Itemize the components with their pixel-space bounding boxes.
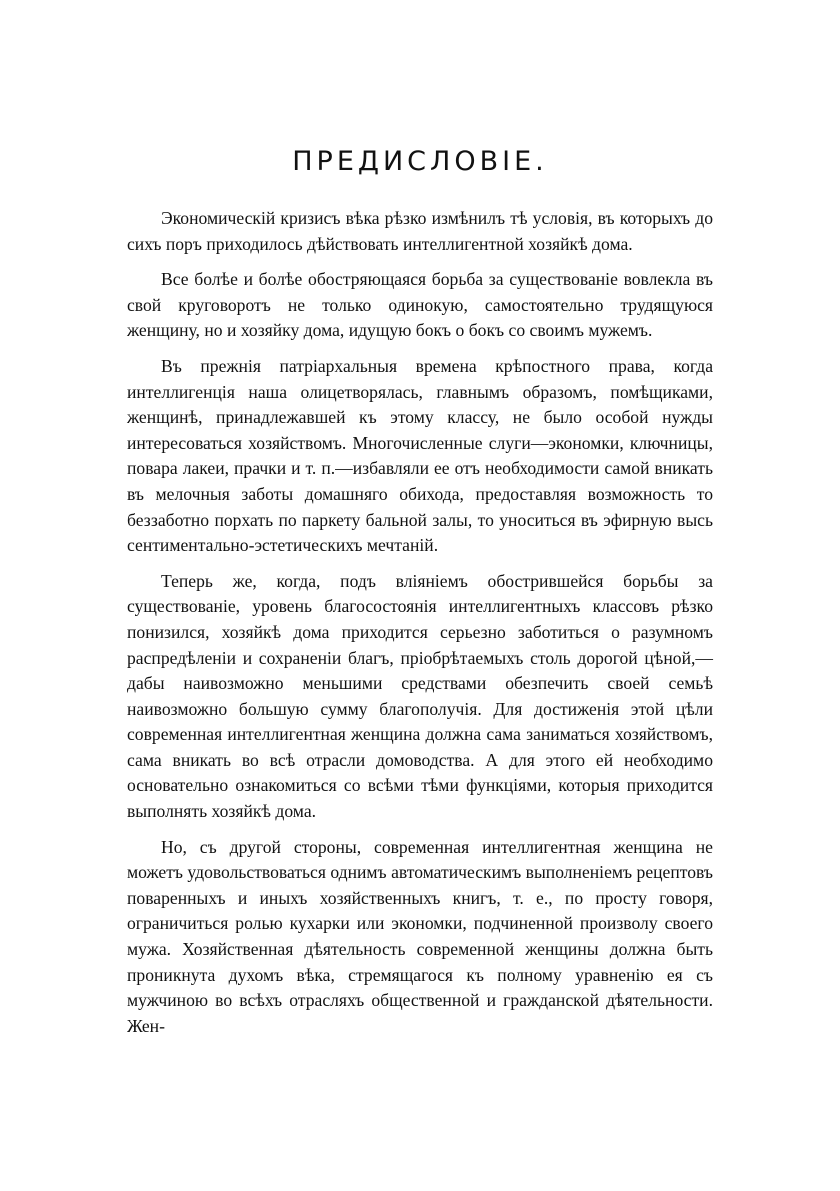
page-title: ПРЕДИСЛОВІЕ. [292,146,548,177]
paragraph: Экономическій кризисъ вѣка рѣзко измѣнилъ тѣ условія, въ которыхъ до сихъ поръ приходилось дѣйствовать интеллигентной хозяйкѣ дома. [127,208,713,254]
paragraph: Теперь же, когда, подъ вліяніемъ обострившейся борьбы за существованіе, уровень благосостоянія интеллигентныхъ классовъ рѣзко понизился, хозяйкѣ дома приходится серьезно заботиться о разумномъ распредѣленіи и сохраненіи благъ, пріобрѣтаемыхъ столь дорогой цѣной,—дабы наивозможно меньшими средствами обезпечить своей семьѣ наивозможно большую сумму благополучія. Для достиженія этой цѣли современная интеллигентная женщина должна сама заниматься хозяйствомъ, сама вникать во всѣ отрасли домоводства. А для этого ей необходимо основательно ознакомиться со всѣми тѣми функціями, которыя приходится выполнять хозяйкѣ дома. [127,570,713,822]
body-text [127,206,713,1049]
paragraph: Но, съ другой стороны, современная интеллигентная женщина не можетъ удовольствоваться однимъ автоматическимъ выполненіемъ рецептовъ поваренныхъ и иныхъ хозяйственныхъ книгъ, т. е., по просту говоря, ограничиться ролью кухарки или экономки, подчиненной произволу своего мужа. Хозяйственная дѣятельность современной женщины должна быть проникнута духомъ вѣка, стремящагося къ полному уравненію ея съ мужчиною во всѣхъ отрасляхъ общественной и гражданской дѣятельности. Жен- [127,836,713,1036]
paragraph: Все болѣе и болѣе обостряющаяся борьба за существованіе вовлекла въ свой круговоротъ не только одинокую, самостоятельно трудящуюся женщину, но и хозяйку дома, идущую бокъ о бокъ со своимъ мужемъ. [127,269,713,341]
paragraph: Въ прежнія патріархальныя времена крѣпостного права, когда интеллигенція наша олицетворялась, главнымъ образомъ, помѣщиками, женщинѣ, принадлежавшей къ этому классу, не было особой нужды интересоваться хозяйствомъ. Многочисленные слуги—экономки, ключницы, повара лакеи, прачки и т. п.—избавляли ее отъ необходимости самой вникать въ мелочныя заботы домашняго обихода, предоставляя возможность то беззаботно порхать по паркету бальной залы, то уноситься въ эфирную высь сентиментально-эстетическихъ мечтаній. [127,355,713,556]
